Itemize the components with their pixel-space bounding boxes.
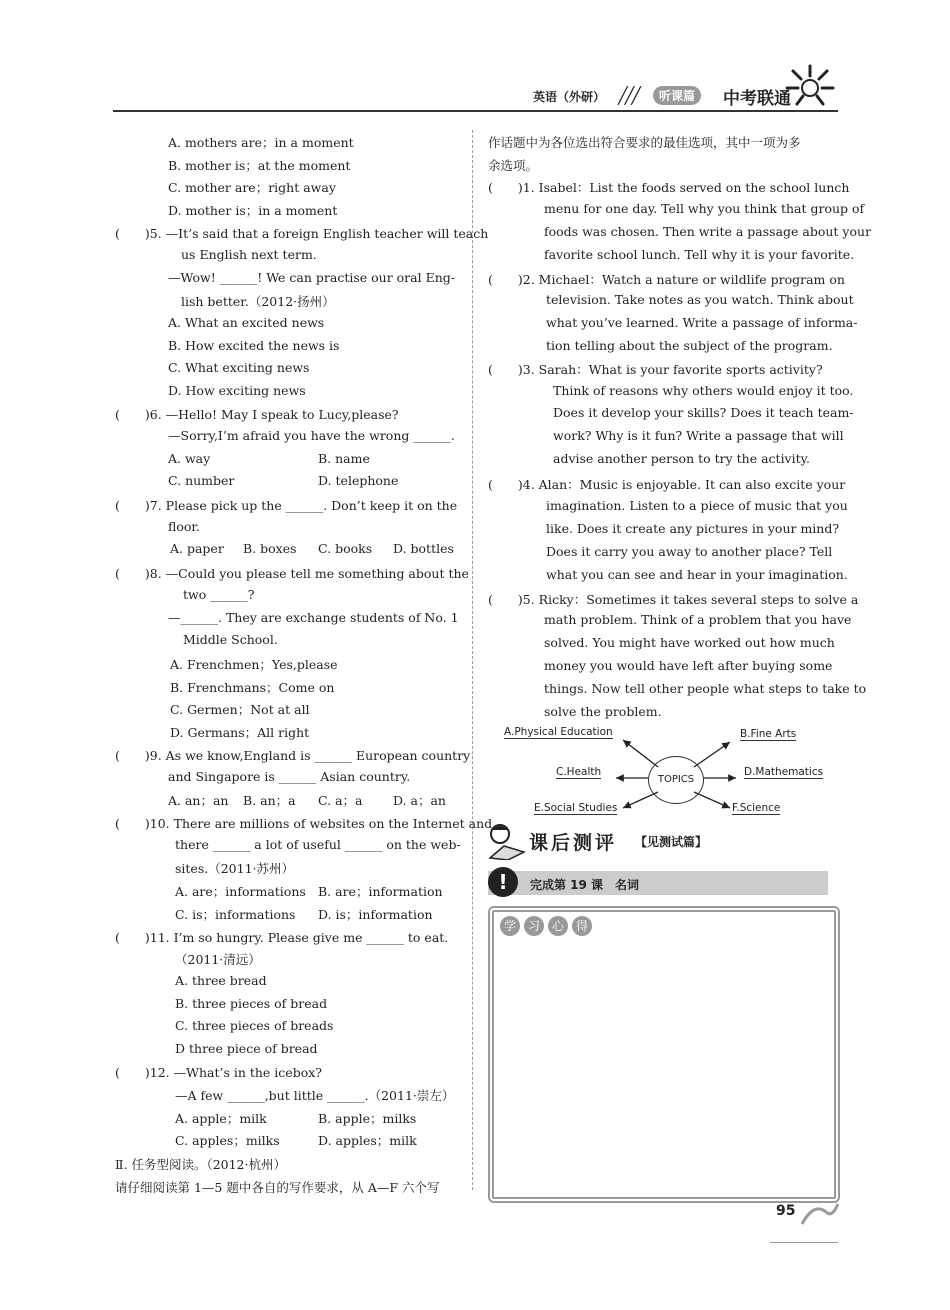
left-text-line: D. How exciting news: [168, 383, 306, 398]
topic-c: C.Health: [556, 766, 602, 778]
page-number: 95: [776, 1203, 796, 1219]
right-text-line: what you can see and hear in your imagination.: [546, 567, 848, 582]
notes-label-1: 学: [500, 916, 520, 936]
left-text-line: A. mothers are；in a moment: [168, 135, 354, 150]
left-text-line: C. three pieces of breads: [175, 1018, 334, 1033]
left-text-line: —______. They are exchange students of No. 1: [168, 610, 459, 625]
left-text-line: D. telephone: [318, 473, 399, 488]
right-text-line: money you would have left after buying some: [544, 658, 833, 673]
right-text-line: solve the problem.: [544, 704, 662, 719]
left-text-line: B. mother is；at the moment: [168, 158, 351, 173]
left-text-line: C. number: [168, 473, 235, 488]
left-text-line: ( )10. There are millions of websites on the Internet and: [115, 816, 493, 831]
left-text-line: B. three pieces of bread: [175, 996, 328, 1011]
topics-center: TOPICS: [648, 756, 704, 804]
right-text-line: ( )1. Isabel：List the foods served on the school lunch: [488, 180, 850, 195]
notes-label-4: 得: [572, 916, 592, 936]
left-text-line: ( )9. As we know,England is ______ European country: [115, 748, 471, 763]
left-text-line: —Sorry,I’m afraid you have the wrong ______.: [168, 428, 455, 443]
left-text-line: A. apple；milk: [175, 1111, 267, 1126]
left-text-line: B. name: [318, 451, 370, 466]
left-text-line: ( )8. —Could you please tell me something about the: [115, 566, 469, 581]
exclamation-icon: !: [488, 867, 518, 897]
sun-logo-icon: [783, 62, 838, 108]
left-text-line: ( )11. I’m so hungry. Please give me ______ to eat.: [115, 930, 449, 945]
notes-box: [488, 906, 840, 1203]
left-text-line: A. What an excited news: [168, 315, 325, 330]
left-text-line: —A few ______,but little ______.（2011·崇左）: [175, 1088, 455, 1103]
right-text-line: advise another person to try the activity.: [553, 451, 811, 466]
left-text-line: and Singapore is ______ Asian country.: [168, 769, 411, 784]
left-text-line: C. mother are；right away: [168, 180, 336, 195]
left-text-line: B. Frenchmans；Come on: [170, 680, 335, 695]
right-text-line: Does it carry you away to another place? Tell: [546, 544, 833, 559]
left-text-line: ( )12. —What’s in the icebox?: [115, 1065, 322, 1080]
task-bar: [488, 871, 828, 895]
column-divider: [472, 130, 473, 1190]
right-text-line: tion telling about the subject of the program.: [546, 338, 833, 353]
left-text-line: Middle School.: [183, 632, 278, 647]
left-text-line: D. Germans；All right: [170, 725, 310, 740]
right-text-line: imagination. Listen to a piece of music that you: [546, 498, 848, 513]
left-text-line: ( )7. Please pick up the ______. Don’t keep it on the: [115, 498, 458, 513]
right-text-line: work? Why is it fun? Write a passage that will: [553, 428, 844, 443]
right-text-line: menu for one day. Tell why you think that group of: [544, 201, 865, 216]
left-text-line: B. an；a: [243, 793, 296, 808]
topic-e: E.Social Studies: [534, 802, 618, 814]
left-text-line: D three piece of bread: [175, 1041, 318, 1056]
notes-label-3: 心: [548, 916, 568, 936]
right-text-line: math problem. Think of a problem that you have: [544, 612, 852, 627]
left-text-line: B. How excited the news is: [168, 338, 340, 353]
right-text-line: like. Does it create any pictures in your mind?: [546, 521, 840, 536]
topics-diagram: [498, 722, 838, 822]
left-text-line: A. are；informations: [175, 884, 306, 899]
right-text-line: ( )5. Ricky：Sometimes it takes several steps to solve a: [488, 592, 859, 607]
right-text-line: foods was chosen. Then write a passage about your: [544, 224, 872, 239]
left-text-line: 请仔细阅读第 1—5 题中各自的写作要求，从 A—F 六个写: [115, 1180, 440, 1195]
left-text-line: Ⅱ. 任务型阅读。（2012·杭州）: [115, 1157, 286, 1172]
left-text-line: C. books: [318, 541, 373, 556]
task-text: 完成第 19 课 名词: [530, 878, 640, 892]
left-text-line: A. Frenchmen；Yes,please: [170, 657, 338, 672]
left-text-line: —Wow! ______! We can practise our oral Eng-: [168, 270, 455, 285]
left-text-line: D. mother is；in a moment: [168, 203, 338, 218]
left-text-line: floor.: [168, 519, 200, 534]
left-text-line: D. is；information: [318, 907, 433, 922]
right-text-line: Think of reasons why others would enjoy it too.: [553, 383, 854, 398]
right-text-line: solved. You might have worked out how much: [544, 635, 835, 650]
left-text-line: two ______?: [183, 587, 255, 602]
after-class-ref: 【见测试篇】: [635, 835, 708, 849]
right-text-line: favorite school lunch. Tell why it is your favorite.: [544, 247, 855, 262]
left-text-line: ( )6. —Hello! May I speak to Lucy,please?: [115, 407, 399, 422]
left-text-line: C. What exciting news: [168, 360, 310, 375]
left-text-line: A. an；an: [168, 793, 229, 808]
header-rule: [113, 110, 838, 112]
left-text-line: D. a；an: [393, 793, 446, 808]
right-text-line: things. Now tell other people what steps to take to: [544, 681, 867, 696]
left-text-line: A. three bread: [175, 973, 267, 988]
header-section: 听课篇: [653, 86, 701, 105]
left-text-line: B. boxes: [243, 541, 297, 556]
right-text-line: 作话题中为各位选出符合要求的最佳选项，其中一项为多: [488, 135, 801, 150]
left-text-line: ( )5. —It’s said that a foreign English teacher will teach: [115, 226, 489, 241]
right-text-line: Does it develop your skills? Does it teach team-: [553, 405, 854, 420]
page-header: [113, 62, 838, 114]
header-slash-icon: ╱╱╱: [618, 86, 638, 105]
left-text-line: （2011·清远）: [175, 952, 261, 967]
left-text-line: C. apples；milks: [175, 1133, 280, 1148]
after-class-title: 课后测评: [529, 832, 618, 854]
right-text-line: ( )3. Sarah：What is your favorite sports activity?: [488, 362, 823, 377]
student-reading-icon: [486, 822, 526, 860]
notes-label-2: 习: [524, 916, 544, 936]
left-text-line: C. is；informations: [175, 907, 296, 922]
footer-rule: [770, 1242, 838, 1243]
left-text-line: lish better.（2012·扬州）: [181, 294, 335, 309]
topic-b: B.Fine Arts: [740, 728, 797, 740]
left-text-line: C. Germen；Not at all: [170, 702, 310, 717]
left-text-line: D. bottles: [393, 541, 454, 556]
left-text-line: sites.（2011·苏州）: [175, 861, 295, 876]
header-subject: 英语（外研）: [533, 90, 606, 104]
left-text-line: B. are；information: [318, 884, 443, 899]
left-text-line: C. a；a: [318, 793, 363, 808]
right-text-line: ( )2. Michael：Watch a nature or wildlife program on: [488, 272, 845, 287]
left-text-line: B. apple；milks: [318, 1111, 417, 1126]
right-text-line: 余选项。: [488, 158, 539, 173]
left-text-line: A. way: [168, 451, 211, 466]
right-text-line: ( )4. Alan：Music is enjoyable. It can also excite your: [488, 477, 846, 492]
left-text-line: us English next term.: [181, 247, 317, 262]
left-text-line: there ______ a lot of useful ______ on the web-: [175, 837, 461, 852]
right-text-line: what you’ve learned. Write a passage of informa-: [546, 315, 858, 330]
topic-d: D.Mathematics: [744, 766, 824, 778]
topic-f: F.Science: [732, 802, 781, 814]
wave-decoration-icon: [800, 1198, 840, 1228]
right-text-line: television. Take notes as you watch. Think about: [546, 292, 854, 307]
left-text-line: D. apples；milk: [318, 1133, 417, 1148]
left-text-line: A. paper: [170, 541, 224, 556]
header-brand: 中考联通: [723, 89, 791, 109]
topic-a: A.Physical Education: [504, 726, 613, 738]
